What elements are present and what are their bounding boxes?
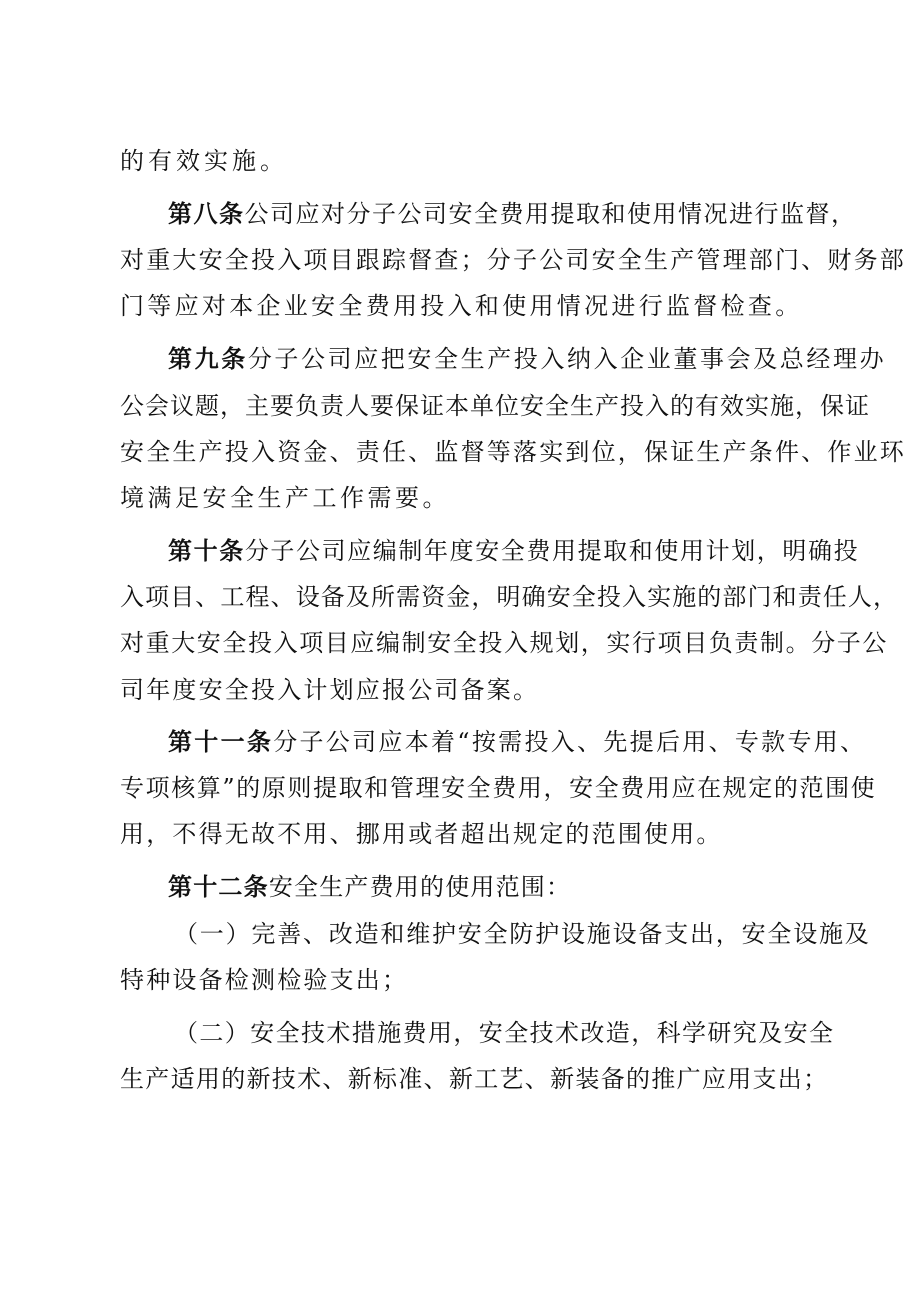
article-9-first-line (168, 344, 886, 374)
list-item-2-first-line: （二）安全技术措施费用，安全技术改造，科学研究及安全 (174, 1019, 835, 1047)
paragraph-text: 公司应对分子公司安全费用提取和使用情况进行监督， (244, 200, 857, 228)
paragraph-line: 安全生产投入资金、责任、监督等落实到位，保证生产条件、作业环 (120, 438, 906, 466)
article-8-first-line (168, 199, 857, 229)
article-10-first-line (168, 536, 859, 566)
article-heading: 第八条 (168, 199, 245, 228)
paragraph-line: 境满足安全生产工作需要。 (120, 484, 450, 512)
article-heading: 第十二条 (168, 872, 269, 901)
article-12-first-line (168, 872, 571, 902)
paragraph-text: 分子公司应把安全生产投入纳入企业董事会及总经理办 (247, 345, 887, 373)
paragraph-line: 用，不得无故不用、挪用或者超出规定的范围使用。 (120, 820, 723, 848)
list-item-1-first-line: （一）完善、改造和维护安全防护设施设备支出，安全设施及 (174, 920, 871, 948)
paragraph-line: 专项核算”的原则提取和管理安全费用，安全费用应在规定的范围使 (120, 774, 877, 802)
article-heading: 第十条 (168, 536, 245, 565)
paragraph-text: 安全生产费用的使用范围： (268, 873, 572, 901)
paragraph-line: 入项目、工程、设备及所需资金，明确安全投入实施的部门和责任人， (120, 583, 899, 611)
article-heading: 第十一条 (168, 727, 274, 756)
paragraph-line: 生产适用的新技术、新标准、新工艺、新装备的推广应用支出； (120, 1065, 829, 1093)
paragraph-line: 对重大安全投入项目应编制安全投入规划，实行项目负责制。分子公 (120, 629, 888, 657)
paragraph-line: 公会议题，主要负责人要保证本单位安全生产投入的有效实施，保证 (120, 392, 870, 420)
paragraph-line: 的有效实施。 (120, 147, 288, 175)
paragraph-line: 司年度安全投入计划应报公司备案。 (120, 676, 540, 704)
paragraph-line: 对重大安全投入项目跟踪督查；分子公司安全生产管理部门、财务部 (120, 246, 906, 274)
paragraph-line: 特种设备检测检验支出； (120, 966, 409, 994)
paragraph-line: 门等应对本企业安全费用投入和使用情况进行监督检查。 (120, 292, 803, 320)
article-heading: 第九条 (168, 344, 248, 373)
paragraph-text: 分子公司应本着“按需投入、先提后用、专款专用、 (273, 728, 867, 756)
paragraph-text: 分子公司应编制年度安全费用提取和使用计划，明确投 (244, 537, 860, 565)
article-11-first-line (168, 727, 866, 757)
